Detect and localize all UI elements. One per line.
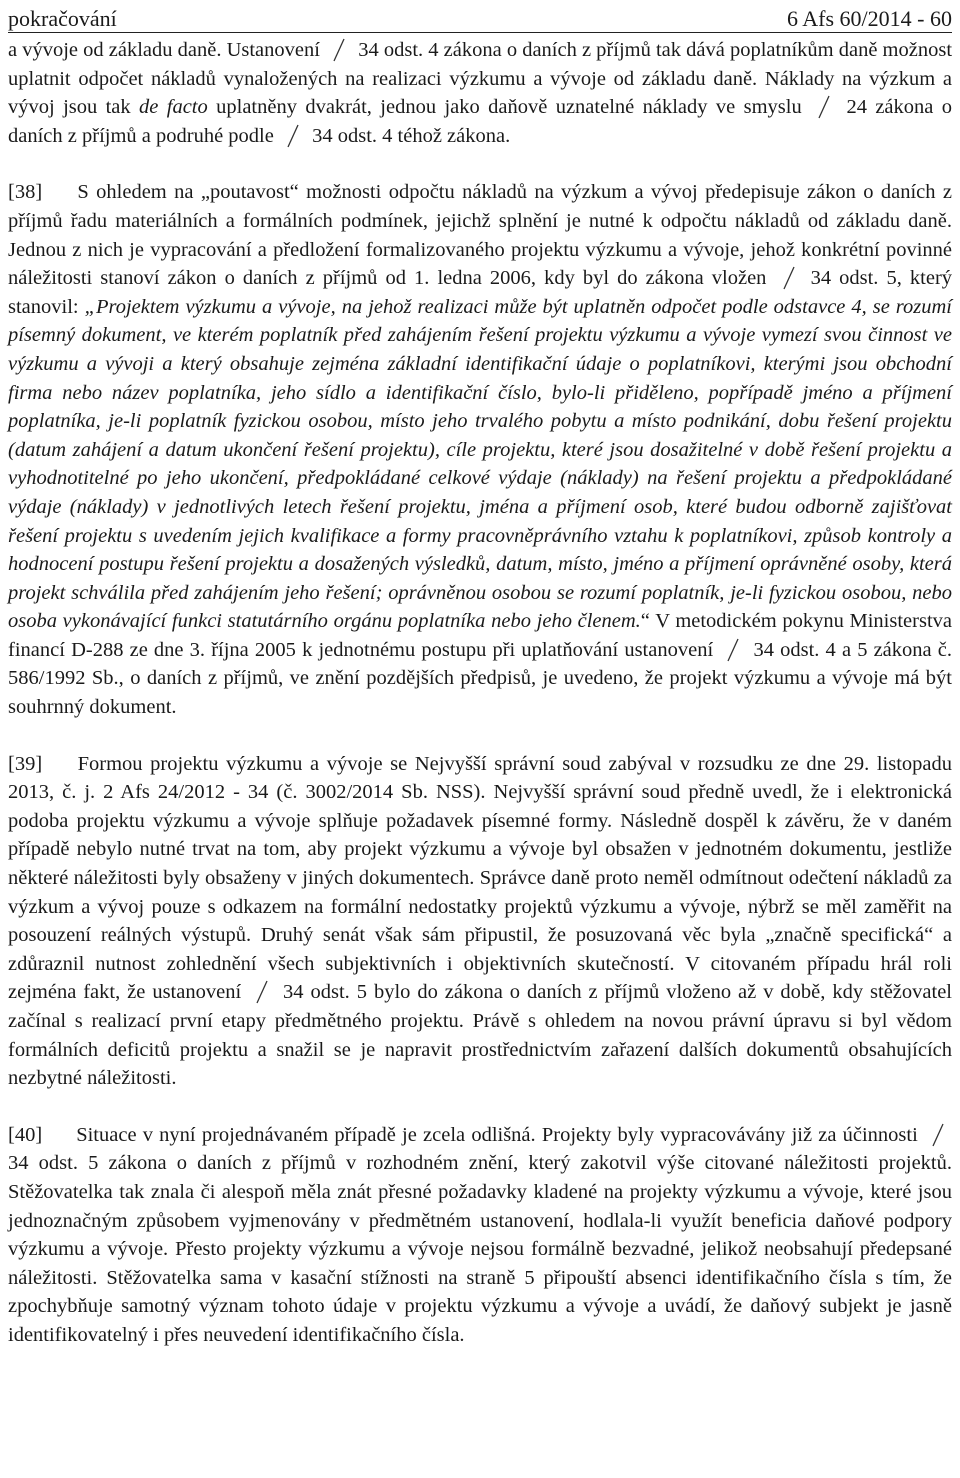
- paragraph-38: [8, 178, 952, 721]
- italic-term: de facto: [139, 96, 208, 119]
- header-case-number: 6 Afs 60/2014 - 60: [787, 6, 952, 31]
- text-run: 34 odst. 4 a 5 zákona č. 586/1992 Sb., o daních z příjmů, ve znění pozdějších předpisů, je uvedeno, že projekt výzkumu a vývoje má být souhrnný dokument.: [8, 638, 953, 719]
- text-run: Situace v nyní projednávaném případě je zcela odlišná. Projekty byly vypracovávány již za účinnosti: [76, 1123, 918, 1146]
- slashed-section-mark-icon: [810, 95, 838, 119]
- text-run: 34 odst. 5 zákona o daních z příjmů v rozhodném znění, který zakotvil výše citované náležitosti projektů. Stěžovatelka tak znala či alespoň měla znát přesné požadavky kladené na projekty výzkumu a vývoje, které jsou jednoznačným způsobem vyjmenovány v předmětném ustanovení, hodlala-li využít beneficia daňové podpory výzkumu a vývoje. Přesto projekty výzkumu a vývoje nejsou formálně bezvadné, jelikož neobsahují předepsané náležitosti. Stěžovatelka sama v kasační stížnosti na straně 5 připouští absenci identifikačního čísla s tím, že zpochybňuje samotný význam tohoto údaje v projektu výzkumu a vývoje a uvádí, že daňový subjekt je jasně identifikovatelný i přes neuvedení identifikačního čísla.: [8, 1152, 952, 1346]
- text-run: “ V metodickém pokynu Ministerstva financí D-288 ze dne 3. října 2005 k jednotnému postupu při uplatňování ustanovení: [8, 610, 952, 661]
- paragraph-40: [8, 1121, 952, 1350]
- paragraph-number: [39]: [8, 752, 43, 775]
- text-run: 34 odst. 4 zákona o daních z příjmů tak dává poplatníkům daně možnost uplatnit odpočet nákladů vynaložených na realizaci výzkumu a vývoje od základu daně. Náklady na výzkum a vývoj jsou tak: [8, 39, 953, 119]
- text-run: 34 odst. 5, který stanovil:: [8, 267, 953, 318]
- page-header: [8, 0, 952, 33]
- text-run: S ohledem na „poutavost“ možnosti odpočtu nákladů na výzkum a vývoj předepisuje zákon o daních z příjmů řadu materiálních a formálních podmínek, jejichž splnění je nutné k odpočtu nákladů od základu daně. Jednou z nich je vypracování a předložení formalizovaného projektu výzkumu a vývoje, jehož konkrétní povinné náležitosti stanoví zákon o daních z příjmů od 1. ledna 2006, kdy byl do zákona vložen: [8, 181, 953, 290]
- quoted-statute-text: „Projektem výzkumu a vývoje, na jehož realizaci může být uplatněn odpočet podle odstavce 4, se rozumí písemný dokument, ve kterém poplatník před zahájením řešení projektu výzkumu a vývoje vymezí svou činnost ve výzkumu a vývoji a který obsahuje zejména základní identifikační údaje o poplatníkovi, kterými jsou obchodní firma nebo název poplatníka, jeho sídlo a identifikační číslo, bylo-li přiděleno, popřípadě jméno a příjmení poplatníka, je-li poplatník fyzickou osobou, místo jeho trvalého pobytu a místo podnikání, dobu řešení projektu (datum zahájení a datum ukončení řešení projektu), cíle projektu, které jsou dosažitelné v době řešení projektu a vyhodnotitelné po jeho ukončení, předpokládané celkové výdaje (náklady) na řešení projektu a předpokládané výdaje (náklady) v jednotlivých letech řešení projektu, jména a příjmení osob, které budou odborně zajišťovat řešení projektu s uvedením jejich kvalifikace a formy pracovněprávního vztahu k poplatníkovi, způsob kontroly a hodnocení postupu řešení projektu a dosažených výsledků, datum, místo, jméno a příjmení oprávněné osoby, která projekt schválila před zahájením jeho řešení; oprávněnou osobou se rozumí poplatník, je-li fyzickou osobou, nebo osoba vykonávající funkci statutárního orgánu poplatníka nebo jeho členem.: [8, 295, 952, 633]
- slashed-section-mark-icon: [775, 266, 803, 290]
- paragraph-39: [8, 750, 952, 1093]
- text-run: Formou projektu výzkumu a vývoje se Nejvyšší správní soud zabýval v rozsudku ze dne 29. listopadu 2013, č. j. 2 Afs 24/2012 - 34 (č. 3002/2014 Sb. NSS). Nejvyšší správní soud předně uvedl, že i elektronická podoba projektu výzkumu a vývoje splňuje požadavek písemné formy. Následně dospěl k závěru, že v daném případě nebylo nutné trvat na tom, aby projekt výzkumu a vývoje byl obsažen v jednotném dokumentu, jestliže některé náležitosti byly obsaženy v jiných dokumentech. Správce daně proto neměl odmítnout odečtení nákladů za výzkum a vývoj pouze s odkazem na formální nedostatky projektů výzkumu a vývoje, nýbrž se měl zaměřit na posouzení reálných výstupů. Druhý senát však sám připustil, že posuzovaná věc byla „značně specifická“ a zdůraznil nutnost zohlednění všech subjektivních i objektivních skutečností. V citovaném případu hrál roli zejména fakt, že ustanovení: [8, 752, 953, 1004]
- slashed-section-mark-icon: [719, 638, 747, 662]
- text-run: uplatněny dvakrát, jednou jako daňově uznatelné náklady ve smyslu: [207, 96, 802, 119]
- slashed-section-mark-icon: [279, 124, 307, 148]
- text-run: 24 zákona o daních z příjmů a podruhé podle: [8, 96, 952, 147]
- text-run: 34 odst. 5 bylo do zákona o daních z příjmů vloženo až v době, kdy stěžovatel začínal s realizací první etapy předmětného projektu. Právě s ohledem na novou právní úpravu si byl vědom formálních deficitů projektu a snažil se je napravit prostřednictvím zařazení dalších dokumentů obsahujících nezbytné náležitosti.: [8, 981, 952, 1090]
- paragraph-continued: [8, 36, 952, 150]
- slashed-section-mark-icon: [248, 980, 276, 1004]
- slashed-section-mark-icon: [924, 1123, 952, 1147]
- text-run: 34 odst. 4 téhož zákona.: [312, 124, 511, 147]
- slashed-section-mark-icon: [325, 38, 353, 62]
- paragraph-number: [38]: [8, 181, 43, 204]
- header-continuation-label: pokračování: [8, 6, 117, 31]
- text-run: a vývoje od základu daně. Ustanovení: [8, 39, 320, 61]
- paragraph-number: [40]: [8, 1123, 43, 1146]
